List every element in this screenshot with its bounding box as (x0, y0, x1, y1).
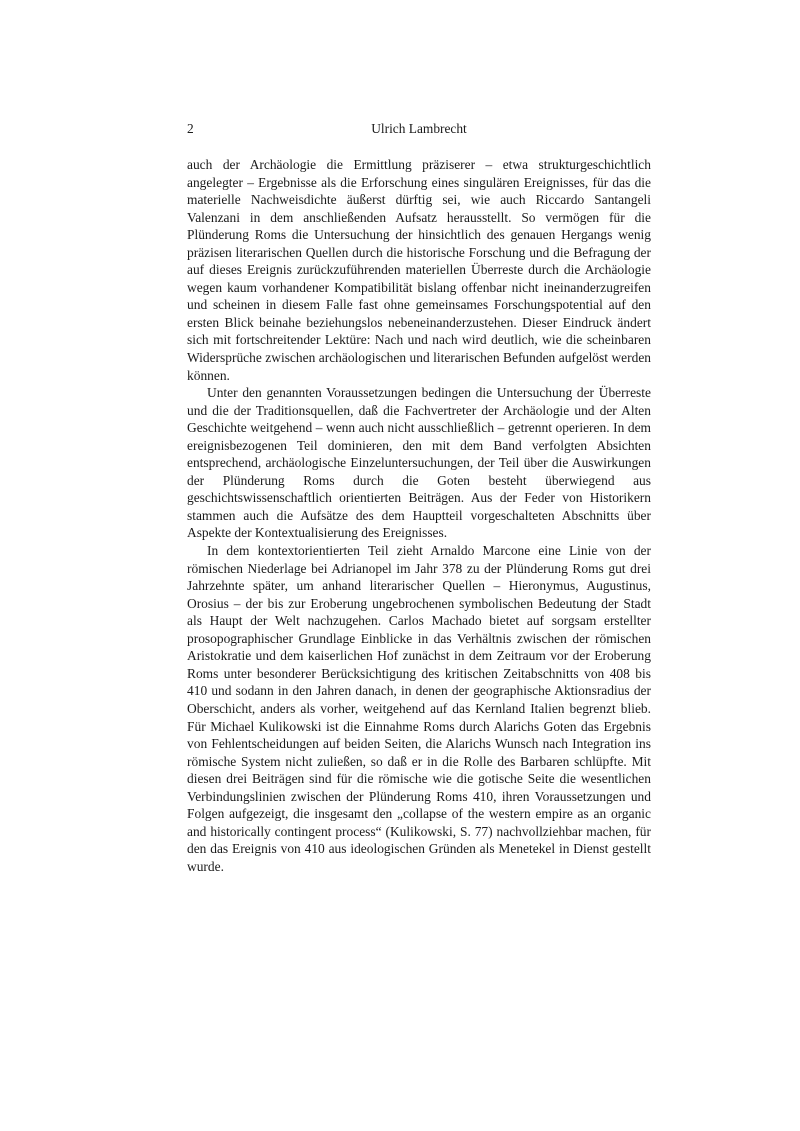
running-head (187, 119, 651, 139)
running-title: Ulrich Lambrecht (371, 121, 467, 136)
body-text (187, 156, 651, 875)
paragraph-continuation: auch der Archäologie die Ermittlung präziserer – etwa strukturgeschichtlich angelegter – Ergebnisse als die Erforschung eines singulären Ereignisses, für das die materielle Nachweisdichte äußerst dürftig sei, wie auch Riccardo Santangeli Valenzani in dem anschließenden Aufsatz herausstellt. So vermögen für die Plünderung Roms die Untersuchung der hinsichtlich des genauen Hergangs wenig präzisen literarischen Quellen durch die historische Forschung und die Befragung der auf dieses Ereignis zurückzuführenden materiellen Überreste durch die Archäologie wegen kaum vorhandener Kompatibilität bislang offenbar nicht ineinanderzugreifen und scheinen in diesem Falle fast ohne gemeinsames Forschungspotential auf den ersten Blick beinahe beziehungslos nebeneinanderzustehen. Dieser Eindruck ändert sich mit fortschreitender Lektüre: Nach und nach wird deutlich, wie die scheinbaren Widersprüche zwischen archäologischen und literarischen Befunden aufgelöst werden können. (187, 157, 651, 383)
paragraph-kontextorientiert: In dem kontextorientierten Teil zieht Arnaldo Marcone eine Linie von der römischen Niederlage bei Adrianopel im Jahr 378 zu der Plünderung Roms gut drei Jahrzehnte später, um anhand literarischer Quellen – Hieronymus, Augustinus, Orosius – der bis zur Eroberung ungebrochenen symbolischen Bedeutung der Stadt als Haupt der Welt nachzugehen. Carlos Machado bietet auf sorgsam erstellter prosopographischer Grundlage Einblicke in das Verhältnis zwischen der römischen Aristokratie und dem kaiserlichen Hof zunächst in dem Zeitraum vor der Eroberung Roms unter besonderer Berücksichtigung des kritischen Zeitabschnitts von 408 bis 410 und sodann in den Jahren danach, in denen der geographische Aktionsradius der Oberschicht, anders als vorher, weitgehend auf das Kernland Italien begrenzt blieb. Für Michael Kulikowski ist die Einnahme Roms durch Alarichs Goten das Ergebnis von Fehlentscheidungen auf beiden Seiten, die Alarichs Wunsch nach Integration ins römische System nicht zuließen, so daß er in die Rolle des Barbaren schlüpfte. Mit diesen drei Beiträgen sind für die römische wie die gotische Seite die wesentlichen Verbindungslinien zwischen der Plünderung Roms 410, ihren Voraussetzungen und Folgen aufgezeigt, die insgesamt den „collapse of the western empire as an organic and historically contingent process“ (Kulikowski, S. 77) nachvollziehbar machen, für den das Ereignis von 410 aus ideologischen Gründen als Menetekel in Dienst gestellt wurde. (187, 543, 651, 874)
page-number: 2 (187, 121, 194, 136)
paragraph-voraussetzungen: Unter den genannten Voraussetzungen bedingen die Untersuchung der Überreste und die der Traditionsquellen, daß die Fachvertreter der Archäologie und der Alten Geschichte weitgehend – wenn auch nicht ausschließlich – getrennt operieren. In dem ereignisbezogenen Teil dominieren, den mit dem Band verfolgten Absichten entsprechend, archäologische Einzeluntersuchungen, der Teil über die Auswirkungen der Plünderung Roms durch die Goten besteht überwiegend aus geschichtswissenschaftlich orientierten Beiträgen. Aus der Feder von Historikern stammen auch die Aufsätze des dem Hauptteil vorgeschalteten Abschnitts über Aspekte der Kontextualisierung des Ereignisses. (187, 385, 651, 541)
